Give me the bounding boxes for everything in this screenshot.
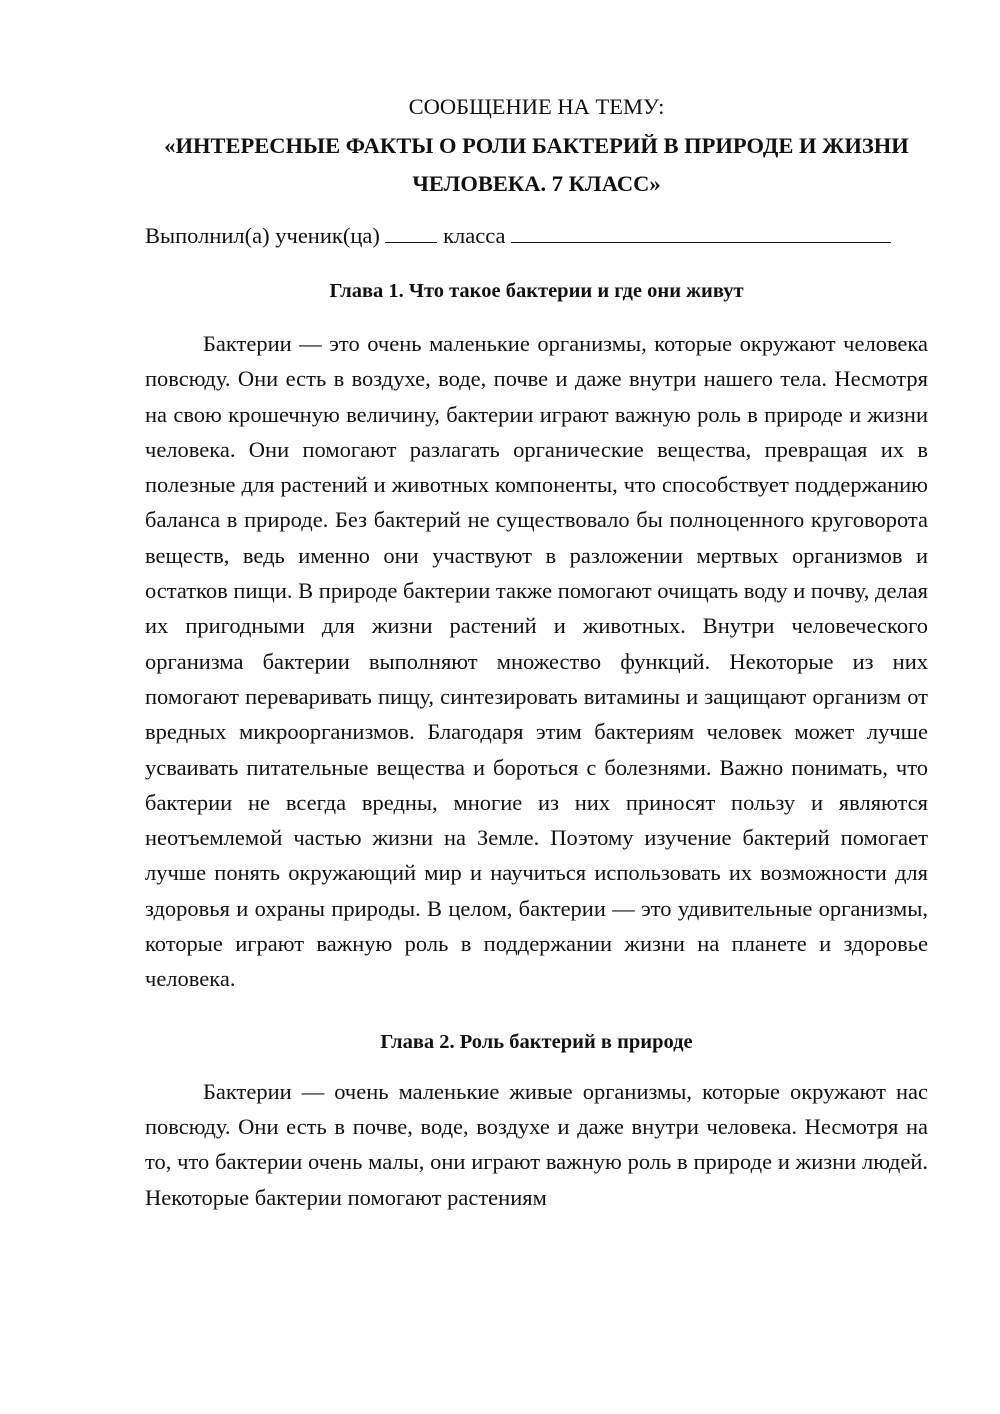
author-line [145, 220, 928, 251]
document-page [145, 92, 928, 1215]
class-label: класса [443, 223, 506, 248]
document-header-label: СООБЩЕНИЕ НА ТЕМУ: [408, 94, 665, 119]
chapter-1-paragraph: Бактерии — это очень маленькие организмы, которые окружают человека повсюду. Они есть в воздухе, воде, почве и даже внутри нашего тела. Несмотря на свою крошечную величину, бактерии играют важную роль в природе и жизни человека. Они помогают разлагать органические вещества, превращая их в полезные для растений и животных компоненты, что способствует поддержанию баланса в природе. Без бактерий не существовало бы полноценного круговорота веществ, ведь именно они участвуют в разложении мертвых организмов и остатков пищи. В природе бактерии также помогают очищать воду и почву, делая их пригодными для жизни растений и животных. Внутри человеческого организма бактерии выполняют множество функций. Некоторые из них помогают переваривать пищу, синтезировать витамины и защищают организм от вредных микроорганизмов. Благодаря этим бактериям человек может лучше усваивать питательные вещества и бороться с болезнями. Важно понимать, что бактерии не всегда вредны, многие из них приносят пользу и являются неотъемлемой частью жизни на Земле. Поэтому изучение бактерий помогает лучше понять окружающий мир и научиться использовать их возможности для здоровья и охраны природы. В целом, бактерии — это удивительные организмы, которые играют важную роль в поддержании жизни на планете и здоровье человека. [145, 331, 928, 992]
chapter-1-title: Глава 1. Что такое бактерии и где они живут [329, 280, 744, 302]
document-title: «ИНТЕРЕСНЫЕ ФАКТЫ О РОЛИ БАКТЕРИЙ В ПРИРОДЕ И ЖИЗНИ ЧЕЛОВЕКА. 7 КЛАСС» [164, 133, 909, 196]
name-blank-field [511, 220, 891, 243]
author-label: Выполнил(а) ученик(ца) [145, 223, 380, 248]
chapter-2-paragraph: Бактерии — очень маленькие живые организмы, которые окружают нас повсюду. Они есть в почве, воде, воздухе и даже внутри человека. Несмотря на то, что бактерии очень малы, они играют важную роль в природе и жизни людей. Некоторые бактерии помогают растениям [145, 1078, 928, 1210]
class-blank-field [385, 220, 437, 243]
chapter-2-title: Глава 2. Роль бактерий в природе [380, 1030, 693, 1053]
